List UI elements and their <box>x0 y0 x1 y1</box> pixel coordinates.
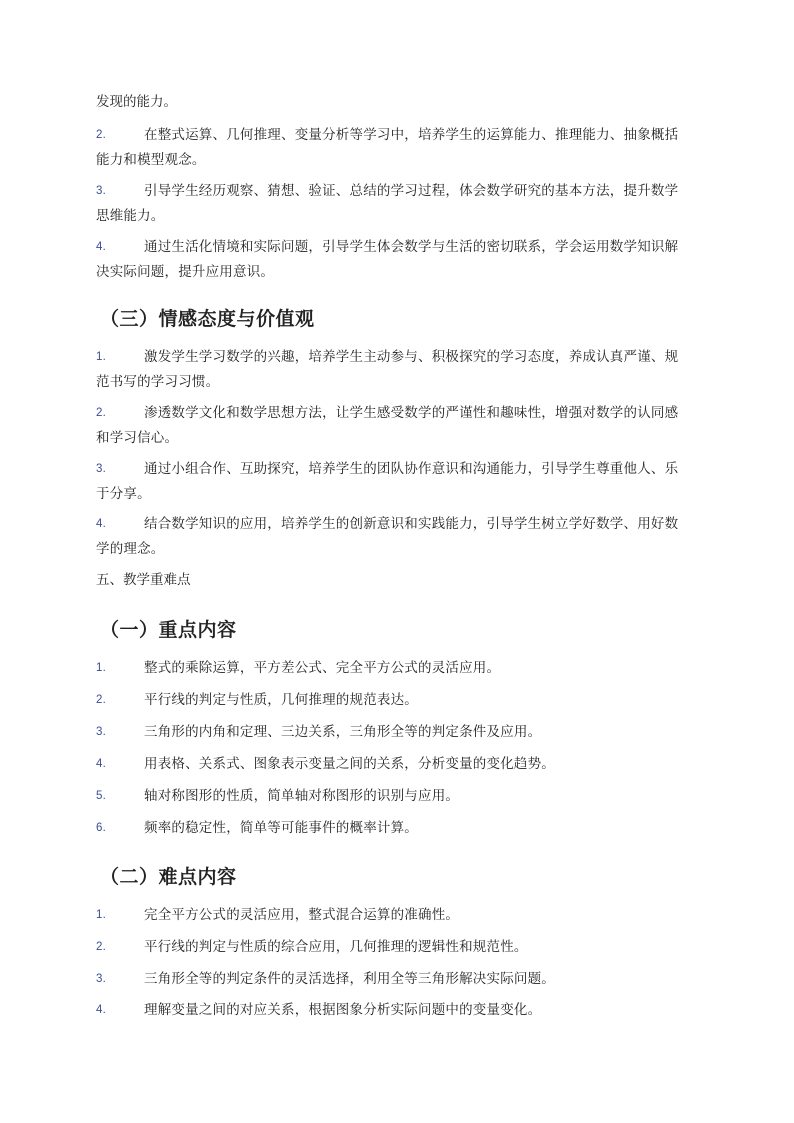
list-item <box>96 935 690 960</box>
list-text: 通过小组合作、互助探究，培养学生的团队协作意识和沟通能力，引导学生尊重他人、乐于分享。 <box>96 461 679 502</box>
heading-key-content: （一）重点内容 <box>100 619 237 641</box>
list-text: 完全平方公式的灵活应用，整式混合运算的准确性。 <box>144 907 460 923</box>
list-item <box>96 903 690 928</box>
list-number: 2. <box>96 407 106 419</box>
list-text: 平行线的判定与性质的综合应用，几何推理的逻辑性和规范性。 <box>144 939 528 955</box>
list-item <box>96 656 690 681</box>
list-number: 2. <box>96 129 106 141</box>
list-text: 轴对称图形的性质，简单轴对称图形的识别与应用。 <box>144 788 460 804</box>
list-item <box>96 123 690 173</box>
list-item <box>96 752 690 777</box>
list-text: 频率的稳定性，简单等可能事件的概率计算。 <box>144 820 418 836</box>
list-number: 3. <box>96 726 106 738</box>
list-text: 用表格、关系式、图象表示变量之间的关系，分析变量的变化趋势。 <box>144 756 555 772</box>
list-number: 3. <box>96 973 106 985</box>
list-number: 4. <box>96 518 106 530</box>
list-number: 2. <box>96 694 106 706</box>
list-number: 4. <box>96 758 106 770</box>
list-text: 理解变量之间的对应关系，根据图象分析实际问题中的变量变化。 <box>144 1002 542 1018</box>
list-item <box>96 967 690 992</box>
list-text: 激发学生学习数学的兴趣，培养学生主动参与、积极探究的学习态度，养成认真严谨、规范书写的学习习惯。 <box>96 349 679 390</box>
list-item <box>96 401 690 451</box>
list-number: 6. <box>96 822 106 834</box>
list-item <box>96 457 690 507</box>
list-text: 三角形全等的判定条件的灵活选择，利用全等三角形解决实际问题。 <box>144 971 555 987</box>
list-item <box>96 720 690 745</box>
list-item <box>96 179 690 229</box>
list-text: 结合数学知识的应用，培养学生的创新意识和实践能力，引导学生树立学好数学、用好数学的理念。 <box>96 516 679 557</box>
list-text: 平行线的判定与性质，几何推理的规范表达。 <box>144 692 418 708</box>
list-number: 2. <box>96 941 106 953</box>
section-title: 五、教学重难点 <box>96 572 191 588</box>
list-item <box>96 998 690 1023</box>
list-number: 1. <box>96 351 106 363</box>
list-item <box>96 784 690 809</box>
heading-affect-values: （三）情感态度与价值观 <box>100 308 315 330</box>
list-number: 5. <box>96 790 106 802</box>
list-item <box>96 512 690 562</box>
list-item <box>96 345 690 395</box>
list-text: 渗透数学文化和数学思想方法，让学生感受数学的严谨性和趣味性，增强对数学的认同感和学习信心。 <box>96 405 679 446</box>
list-item <box>96 688 690 713</box>
list-item <box>96 235 690 285</box>
list-item <box>96 816 690 841</box>
heading-difficult-content: （二）难点内容 <box>100 866 237 888</box>
list-text: 三角形的内角和定理、三边关系，三角形全等的判定条件及应用。 <box>144 724 542 740</box>
list-number: 1. <box>96 909 106 921</box>
list-text: 通过生活化情境和实际问题，引导学生体会数学与生活的密切联系，学会运用数学知识解决实际问题，提升应用意识。 <box>96 239 679 280</box>
list-text: 引导学生经历观察、猜想、验证、总结的学习过程，体会数学研究的基本方法，提升数学思维能力。 <box>96 183 679 224</box>
continuation-text: 发现的能力。 <box>96 94 177 110</box>
list-number: 4. <box>96 1004 106 1016</box>
list-number: 1. <box>96 662 106 674</box>
list-text: 整式的乘除运算，平方差公式、完全平方公式的灵活应用。 <box>144 660 501 676</box>
list-number: 3. <box>96 463 106 475</box>
list-number: 3. <box>96 185 106 197</box>
list-text: 在整式运算、几何推理、变量分析等学习中，培养学生的运算能力、推理能力、抽象概括能力和模型观念。 <box>96 127 679 168</box>
list-number: 4. <box>96 241 106 253</box>
